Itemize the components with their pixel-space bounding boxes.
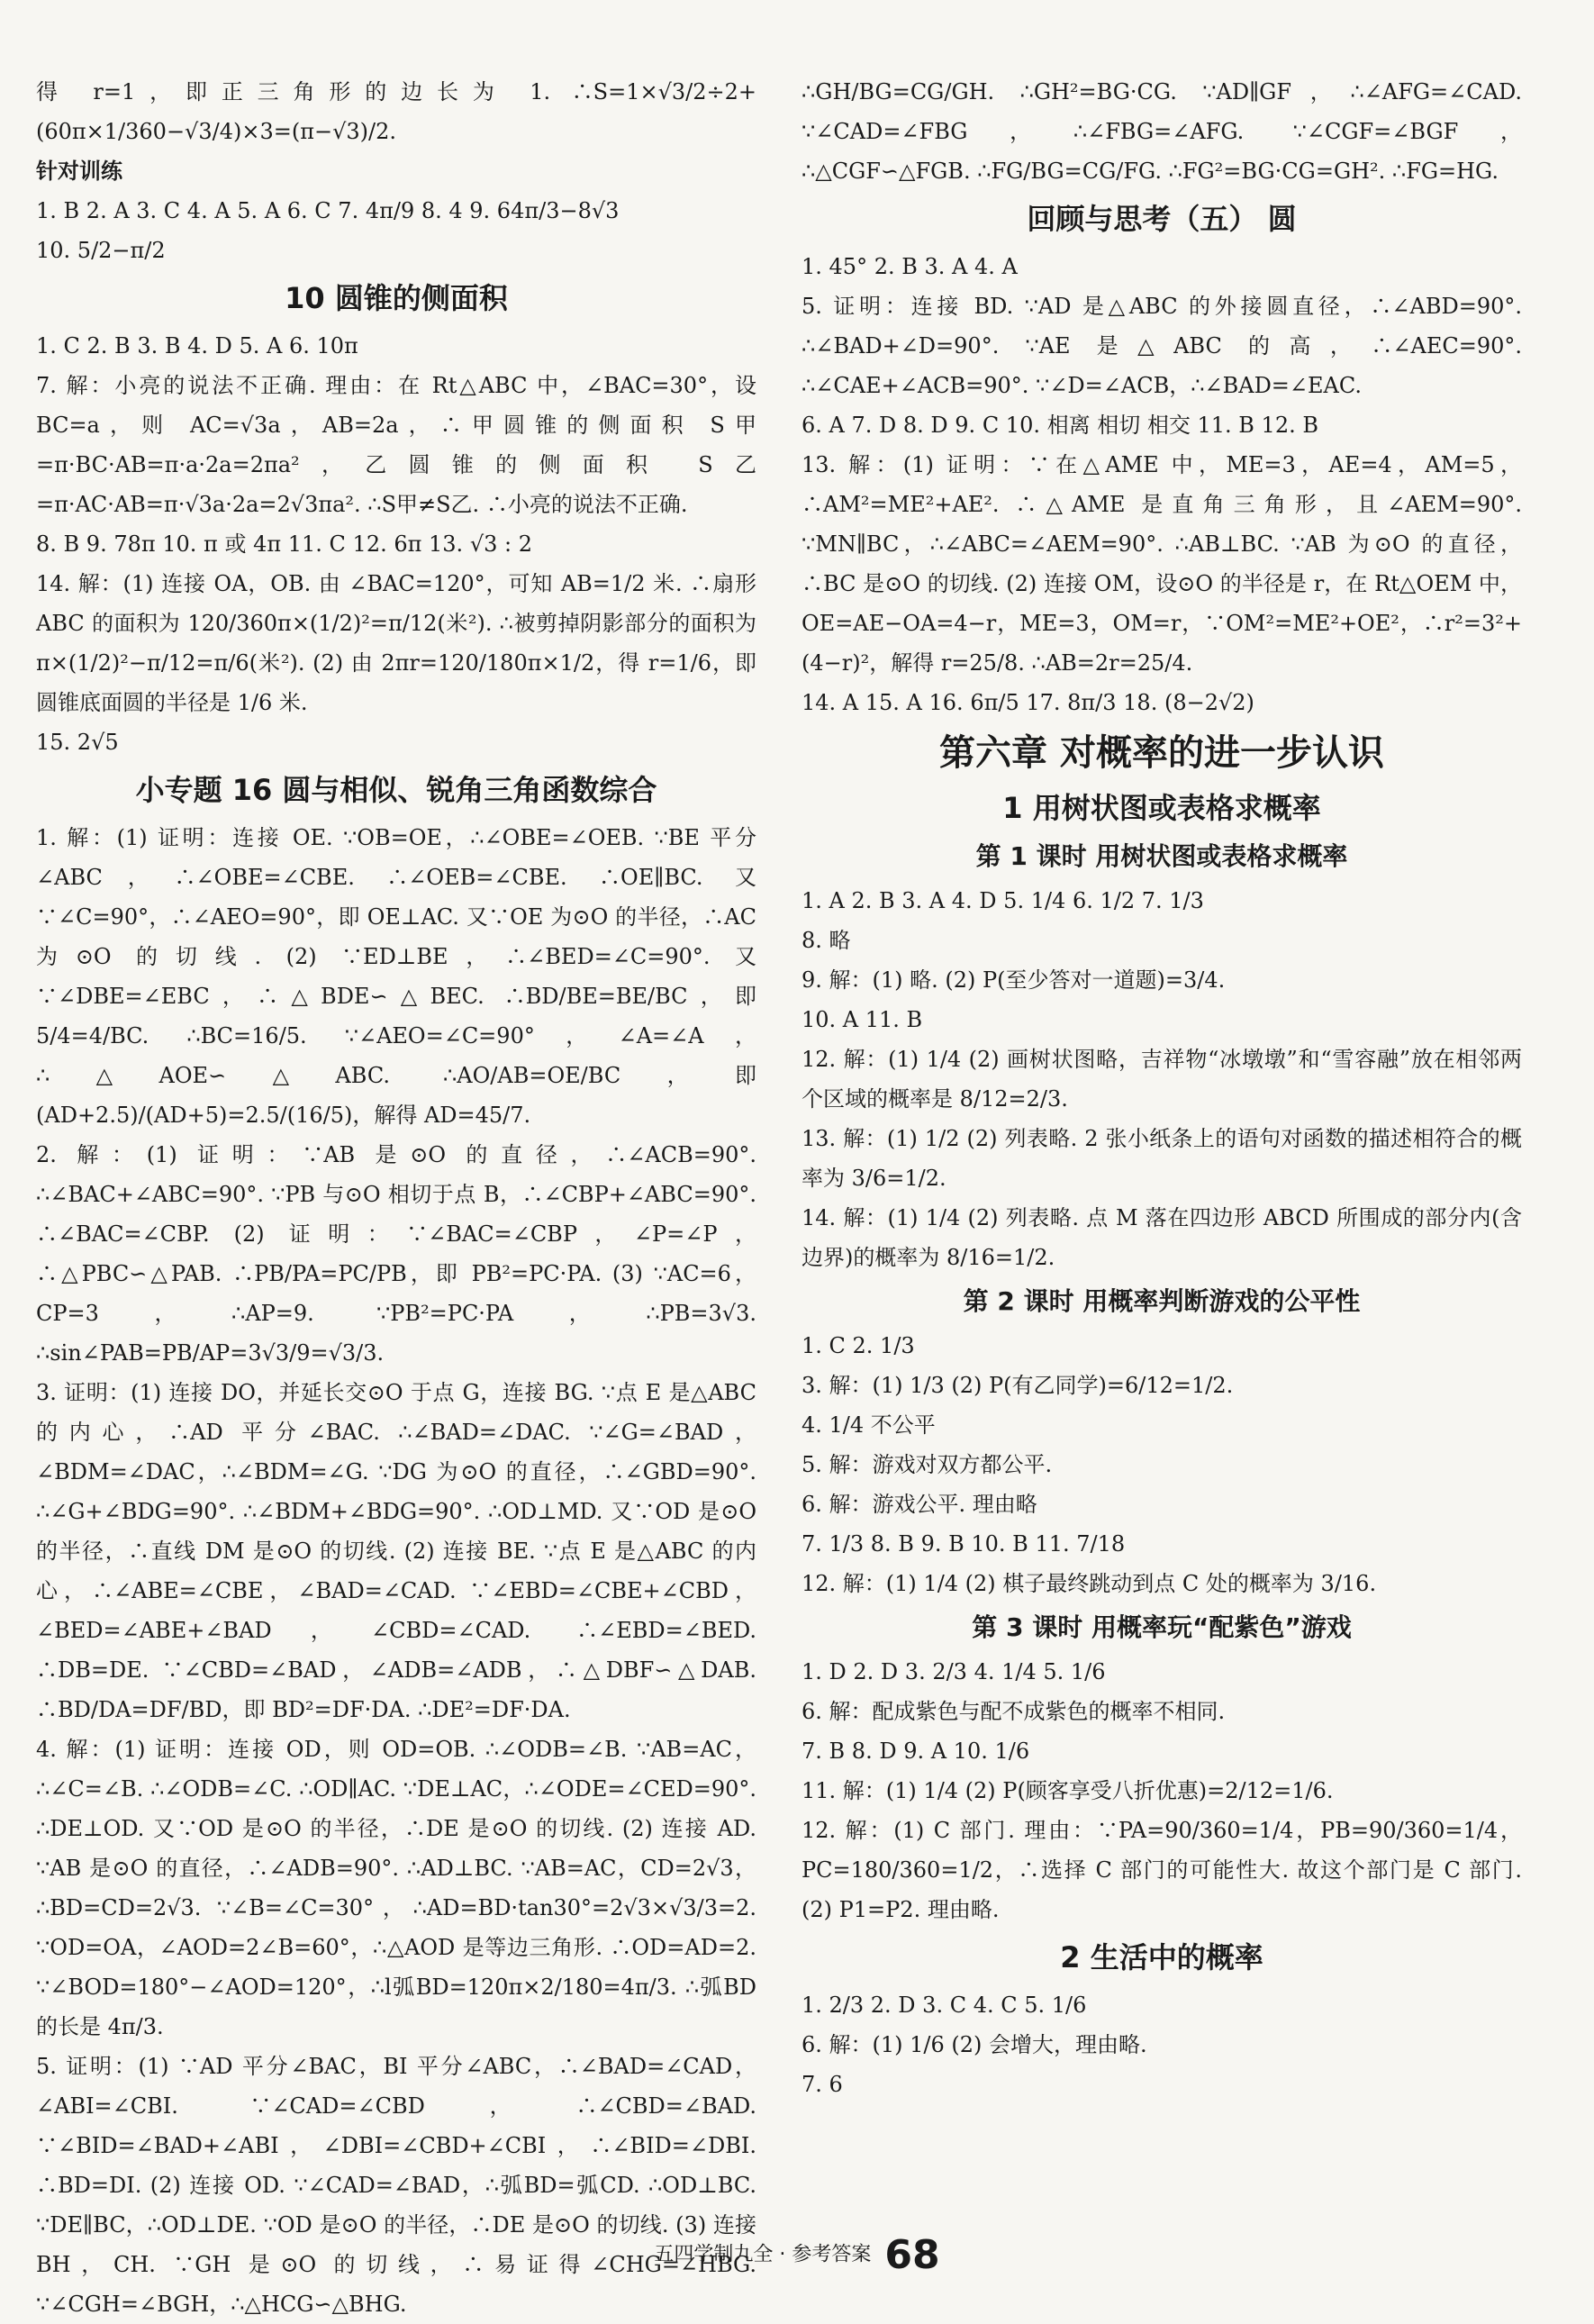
answer-paragraph: 1. C 2. B 3. B 4. D 5. A 6. 10π	[36, 333, 358, 359]
answer-paragraph: 4. 解：(1) 证明：连接 OD，则 OD=OB. ∴∠ODB=∠B. ∵AB=AC，∴∠C=∠B. ∴∠ODB=∠C. ∴OD∥AC. ∵DE⊥AC，∴∠ODE=∠CED=90°. ∴DE⊥OD. 又∵OD 是⊙O 的半径，∴DE 是⊙O 的切线. (2) 连接 AD. ∵AB 是⊙O 的直径，∴∠ADB=90°. ∴AD⊥BC. ∵AB=AC，CD=2√3，∴BD=CD=2√3. ∵∠B=∠C=30°，∴AD=BD·tan30°=2√3×√3/3=2. ∵OD=OA，∠AOD=2∠B=60°，∴△AOD 是等边三角形. ∴OD=AD=2. ∵∠BOD=180°−∠AOD=120°，∴l弧BD=120π×2/180=4π/3. ∴弧BD 的长是 4π/3.	[36, 1737, 756, 2039]
footer-label: 五四学制九全 · 参考答案	[654, 2243, 872, 2266]
answer-paragraph: 1. D 2. D 3. 2/3 4. 1/4 5. 1/6	[802, 1659, 1106, 1684]
answer-paragraph: 5. 解：游戏对双方都公平.	[802, 1452, 1053, 1477]
answer-paragraph: 2. 解：(1) 证明：∵AB 是⊙O 的直径，∴∠ACB=90°. ∴∠BAC+∠ABC=90°. ∵PB 与⊙O 相切于点 B，∴∠CBP+∠ABC=90°. ∴∠BAC=∠CBP. (2) 证明：∵∠BAC=∠CBP，∠P=∠P，∴△PBC∽△PAB. ∴PB/PA=PC/PB，即 PB²=PC·PA. (3) ∵AC=6，CP=3，∴AP=9. ∵PB²=PC·PA，∴PB=3√3. ∴sin∠PAB=PB/AP=3√3/9=√3/3.	[36, 1142, 756, 1366]
answer-paragraph: 12. 解：(1) C 部门. 理由：∵PA=90/360=1/4，PB=90/360=1/4，PC=180/360=1/2，∴选择 C 部门的可能性大. 故这个部门是 C 部门. (2) P1=P2. 理由略.	[802, 1818, 1522, 1922]
right-column	[802, 72, 1522, 2104]
answer-paragraph: 5. 证明：(1) ∵AD 平分∠BAC，BI 平分∠ABC，∴∠BAD=∠CAD，∠ABI=∠CBI. ∵∠CAD=∠CBD，∴∠CBD=∠BAD. ∵∠BID=∠BAD+∠ABI，∠DBI=∠CBD+∠CBI，∴∠BID=∠DBI. ∴BD=DI. (2) 连接 OD. ∵∠CAD=∠BAD，∴弧BD=弧CD. ∴OD⊥BC. ∵DE∥BC，∴OD⊥DE. ∵OD 是⊙O 的半径，∴DE 是⊙O 的切线. (3) 连接 BH，CH. ∵GH 是⊙O 的切线，∴易证得∠CHG=∠HBG. ∵∠CGH=∠BGH，∴△HCG∽△BHG.	[36, 2054, 756, 2317]
section-heading: 10 圆锥的侧面积	[285, 281, 508, 315]
answer-paragraph: 3. 证明：(1) 连接 DO，并延长交⊙O 于点 G，连接 BG. ∵点 E 是△ABC 的内心，∴AD 平分∠BAC. ∴∠BAD=∠DAC. ∵∠G=∠BAD，∠BDM=∠DAC，∴∠BDM=∠G. ∵DG 为⊙O 的直径，∴∠GBD=90°. ∴∠G+∠BDG=90°. ∴∠BDM+∠BDG=90°. ∴OD⊥MD. 又∵OD 是⊙O 的半径，∴直线 DM 是⊙O 的切线. (2) 连接 BE. ∵点 E 是△ABC 的内心，∴∠ABE=∠CBE，∠BAD=∠CAD. ∵∠EBD=∠CBE+∠CBD，∠BED=∠ABE+∠BAD，∠CBD=∠CAD. ∴∠EBD=∠BED. ∴DB=DE. ∵∠CBD=∠BAD，∠ADB=∠ADB，∴△DBF∽△DAB. ∴BD/DA=DF/BD，即 BD²=DF·DA. ∴DE²=DF·DA.	[36, 1380, 756, 1722]
answer-paragraph: 7. 1/3 8. B 9. B 10. B 11. 7/18	[802, 1531, 1126, 1557]
answer-paragraph: 13. 解：(1) 1/2 (2) 列表略. 2 张小纸条上的语句对函数的描述相符合的概率为 3/6=1/2.	[802, 1126, 1522, 1191]
answer-paragraph: 13. 解：(1) 证明：∵在△AME 中，ME=3，AE=4，AM=5，∴AM²=ME²+AE². ∴△AME 是直角三角形，且∠AEM=90°. ∵MN∥BC，∴∠ABC=∠AEM=90°. ∴AB⊥BC. ∵AB 为⊙O 的直径，∴BC 是⊙O 的切线. (2) 连接 OM，设⊙O 的半径是 r，在 Rt△OEM 中，OE=AE−OA=4−r，ME=3，OM=r，∵OM²=ME²+OE²，∴r²=3²+(4−r)²，解得 r=25/8. ∴AB=2r=25/4.	[802, 452, 1522, 676]
answer-paragraph: 7. 解：小亮的说法不正确. 理由：在 Rt△ABC 中，∠BAC=30°，设 BC=a，则 AC=√3a，AB=2a，∴甲圆锥的侧面积 S甲=π·BC·AB=π·a·2a=2πa²，乙圆锥的侧面积 S乙=π·AC·AB=π·√3a·2a=2√3πa². ∴S甲≠S乙. ∴小亮的说法不正确.	[36, 373, 756, 517]
answer-paragraph: 12. 解：(1) 1/4 (2) 棋子最终跳动到点 C 处的概率为 3/16.	[802, 1571, 1377, 1596]
lesson-heading: 第 2 课时 用概率判断游戏的公平性	[963, 1286, 1361, 1316]
answer-paragraph: 12. 解：(1) 1/4 (2) 画树状图略，吉祥物“冰墩墩”和“雪容融”放在相邻两个区域的概率是 8/12=2/3.	[802, 1047, 1522, 1112]
answer-paragraph: 7. 6	[802, 2072, 843, 2097]
answer-paragraph: 1. 2/3 2. D 3. C 4. C 5. 1/6	[802, 1993, 1087, 2018]
lesson-heading: 第 1 课时 用树状图或表格求概率	[975, 841, 1348, 871]
answer-paragraph: 6. 解：(1) 1/6 (2) 会增大，理由略.	[802, 2032, 1147, 2057]
answer-paragraph: 1. C 2. 1/3	[802, 1333, 915, 1358]
subheading: 针对训练	[36, 159, 122, 184]
answer-paragraph: 5. 证明：连接 BD. ∵AD 是△ABC 的外接圆直径，∴∠ABD=90°. ∴∠BAD+∠D=90°. ∵AE 是△ABC 的高，∴∠AEC=90°. ∴∠CAE+∠ACB=90°. ∵∠D=∠ACB，∴∠BAD=∠EAC.	[802, 294, 1522, 398]
answer-paragraph: 14. 解：(1) 连接 OA，OB. 由 ∠BAC=120°，可知 AB=1/2 米. ∴扇形 ABC 的面积为 120/360π×(1/2)²=π/12(米²). ∴被剪掉阴影部分的面积为 π×(1/2)²−π/12=π/6(米²). (2) 由 2πr=120/180π×1/2，得 r=1/6，即圆锥底面圆的半径是 1/6 米.	[36, 571, 756, 715]
answer-paragraph: 1. 解：(1) 证明：连接 OE. ∵OB=OE，∴∠OBE=∠OEB. ∵BE 平分∠ABC，∴∠OBE=∠CBE. ∴∠OEB=∠CBE. ∴OE∥BC. 又∵∠C=90°，∴∠AEO=90°，即 OE⊥AC. 又∵OE 为⊙O 的半径，∴AC 为⊙O 的切线. (2) ∵ED⊥BE，∴∠BED=∠C=90°. 又∵∠DBE=∠EBC，∴△BDE∽△BEC. ∴BD/BE=BE/BC，即 5/4=4/BC. ∴BC=16/5. ∵∠AEO=∠C=90°，∠A=∠A，∴△AOE∽△ABC. ∴AO/AB=OE/BC，即 (AD+2.5)/(AD+5)=2.5/(16/5)，解得 AD=45/7.	[36, 825, 756, 1128]
answer-paragraph: 4. 1/4 不公平	[802, 1412, 936, 1438]
answer-paragraph: 8. 略	[802, 928, 851, 953]
answer-paragraph: 10. 5/2−π/2	[36, 238, 166, 263]
answer-paragraph: 15. 2√5	[36, 730, 119, 755]
section-heading: 2 生活中的概率	[1060, 1940, 1263, 1974]
section-heading: 1 用树状图或表格求概率	[1002, 791, 1321, 825]
page-footer	[0, 2232, 1594, 2278]
answer-paragraph: 6. 解：游戏公平. 理由略	[802, 1492, 1037, 1517]
chapter-heading: 第六章 对概率的进一步认识	[939, 732, 1384, 774]
page-number: 68	[884, 2232, 940, 2278]
answer-paragraph: 6. 解：配成紫色与配不成紫色的概率不相同.	[802, 1699, 1226, 1724]
answer-paragraph: 1. 45° 2. B 3. A 4. A	[802, 254, 1018, 279]
lesson-heading: 第 3 课时 用概率玩“配紫色”游戏	[972, 1612, 1352, 1642]
answer-paragraph: 7. B 8. D 9. A 10. 1/6	[802, 1738, 1030, 1764]
answer-paragraph: 11. 解：(1) 1/4 (2) P(顾客享受八折优惠)=2/12=1/6.	[802, 1778, 1334, 1803]
section-heading: 小专题 16 圆与相似、锐角三角函数综合	[135, 773, 657, 807]
answer-paragraph: 9. 解：(1) 略. (2) P(至少答对一道题)=3/4.	[802, 967, 1226, 993]
answer-paragraph: 3. 解：(1) 1/3 (2) P(有乙同学)=6/12=1/2.	[802, 1373, 1234, 1398]
answer-paragraph: 14. A 15. A 16. 6π/5 17. 8π/3 18. (8−2√2)	[802, 690, 1254, 715]
answer-paragraph: 1. A 2. B 3. A 4. D 5. 1/4 6. 1/2 7. 1/3	[802, 888, 1204, 913]
left-column	[36, 72, 756, 2324]
answer-paragraph: 10. A 11. B	[802, 1007, 923, 1032]
answer-paragraph: 1. B 2. A 3. C 4. A 5. A 6. C 7. 4π/9 8. 4 9. 64π/3−8√3	[36, 198, 620, 223]
section-heading: 回顾与思考（五） 圆	[1027, 202, 1297, 236]
answer-paragraph: 8. B 9. 78π 10. π 或 4π 11. C 12. 6π 13. √3 : 2	[36, 531, 532, 557]
answer-paragraph: 14. 解：(1) 1/4 (2) 列表略. 点 M 落在四边形 ABCD 所围成的部分内(含边界)的概率为 8/16=1/2.	[802, 1205, 1522, 1270]
answer-paragraph: 6. A 7. D 8. D 9. C 10. 相离 相切 相交 11. B 12. B	[802, 413, 1318, 438]
answer-paragraph: ∴GH/BG=CG/GH. ∴GH²=BG·CG. ∵AD∥GF，∴∠AFG=∠CAD. ∵∠CAD=∠FBG，∴∠FBG=∠AFG. ∵∠CGF=∠BGF，∴△CGF∽△FGB. ∴FG/BG=CG/FG. ∴FG²=BG·CG=GH². ∴FG=HG.	[802, 79, 1522, 184]
answer-paragraph: 得 r=1，即正三角形的边长为 1. ∴S=1×√3/2÷2+(60π×1/360−√3/4)×3=(π−√3)/2.	[36, 79, 756, 144]
